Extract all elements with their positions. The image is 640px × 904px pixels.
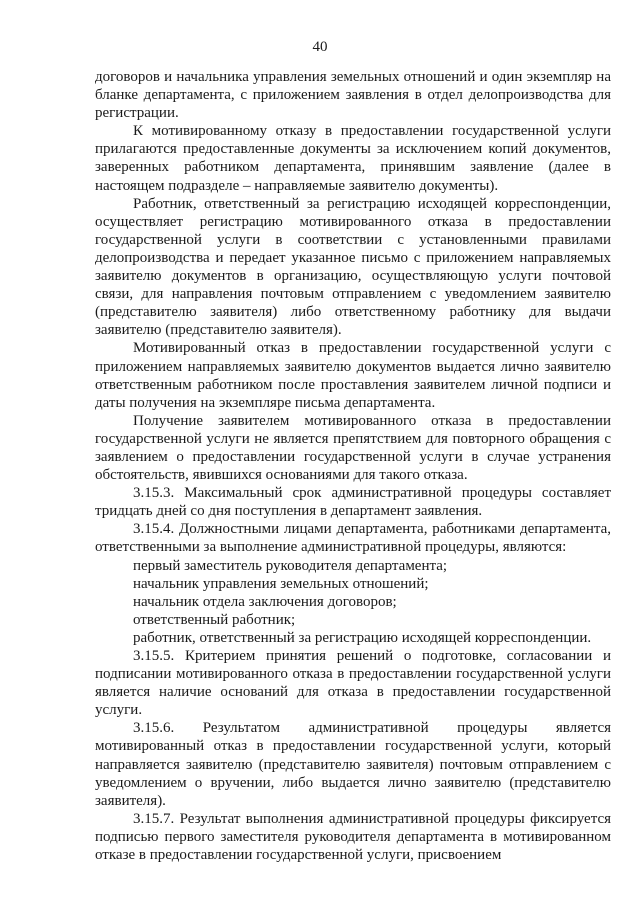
paragraph-repeat-application: Получение заявителем мотивированного отказа в предоставлении государственной услуги не является препятствием для повторного обращения с заявлением о предоставлении государственной услуги в случае устранения обстоятельств, явившихся основаниями для такого отказа.	[95, 412, 611, 484]
paragraph-3-15-3: 3.15.3. Максимальный срок административной процедуры составляет тридцать дней со дня поступления в департамент заявления.	[95, 485, 611, 520]
paragraph-3-15-4: 3.15.4. Должностными лицами департамента, работниками департамента, ответственными за выполнение административной процедуры, являются:	[95, 521, 611, 556]
list-item: начальник отдела заключения договоров;	[133, 593, 397, 610]
paragraph-continuation: договоров и начальника управления земельных отношений и один экземпляр на бланке департамента, с приложением заявления в отдел делопроизводства для регистрации.	[95, 69, 611, 122]
list-item: ответственный работник;	[133, 611, 296, 628]
paragraph-registration: Работник, ответственный за регистрацию исходящей корреспонденции, осуществляет регистрацию мотивированного отказа в предоставлении государственной услуги в соответствии с установленными правилами делопроизводства и передает указанное письмо с приложением направляемых заявителю документов в организацию, осуществляющую услуги почтовой связи, для направления почтовым отправлением с уведомлением заявителю (представителю заявителя) либо ответственному работнику для выдачи заявителю (представителю заявителя).	[95, 195, 611, 339]
officials-list	[95, 557, 611, 647]
list-item: первый заместитель руководителя департамента;	[133, 557, 448, 574]
document-body	[95, 68, 611, 864]
paragraph-3-15-7: 3.15.7. Результат выполнения административной процедуры фиксируется подписью первого заместителя руководителя департамента в мотивированном отказе в предоставлении государственной услуги, присвоением	[95, 810, 611, 864]
list-item: начальник управления земельных отношений;	[133, 575, 429, 592]
paragraph-3-15-5: 3.15.5. Критерием принятия решений о подготовке, согласовании и подписании мотивированного отказа в предоставлении государственной услуги является наличие оснований для отказа в предоставлении государственной услуги.	[95, 648, 611, 719]
paragraph-3-15-6: 3.15.6. Результатом административной процедуры является мотивированный отказ в предоставлении государственной услуги, который направляется заявителю (представителю заявителя) почтовым отправлением с уведомлением о вручении, либо выдается лично заявителю (представителю заявителя).	[95, 720, 611, 809]
list-item: работник, ответственный за регистрацию исходящей корреспонденции.	[133, 629, 592, 646]
paragraph-attached-documents: К мотивированному отказу в предоставлении государственной услуги прилагаются предоставленные документы за исключением копий документов, заверенных работником департамента, принявшим заявление (далее в настоящем подразделе – направляемые заявителю документы).	[95, 123, 611, 194]
page-number: 40	[312, 39, 328, 55]
paragraph-personal-delivery: Мотивированный отказ в предоставлении государственной услуги с приложением направляемых заявителю документов выдается лично заявителю ответственным работником после проставления заявителем личной подписи и даты получения на экземпляре письма департамента.	[95, 340, 611, 411]
